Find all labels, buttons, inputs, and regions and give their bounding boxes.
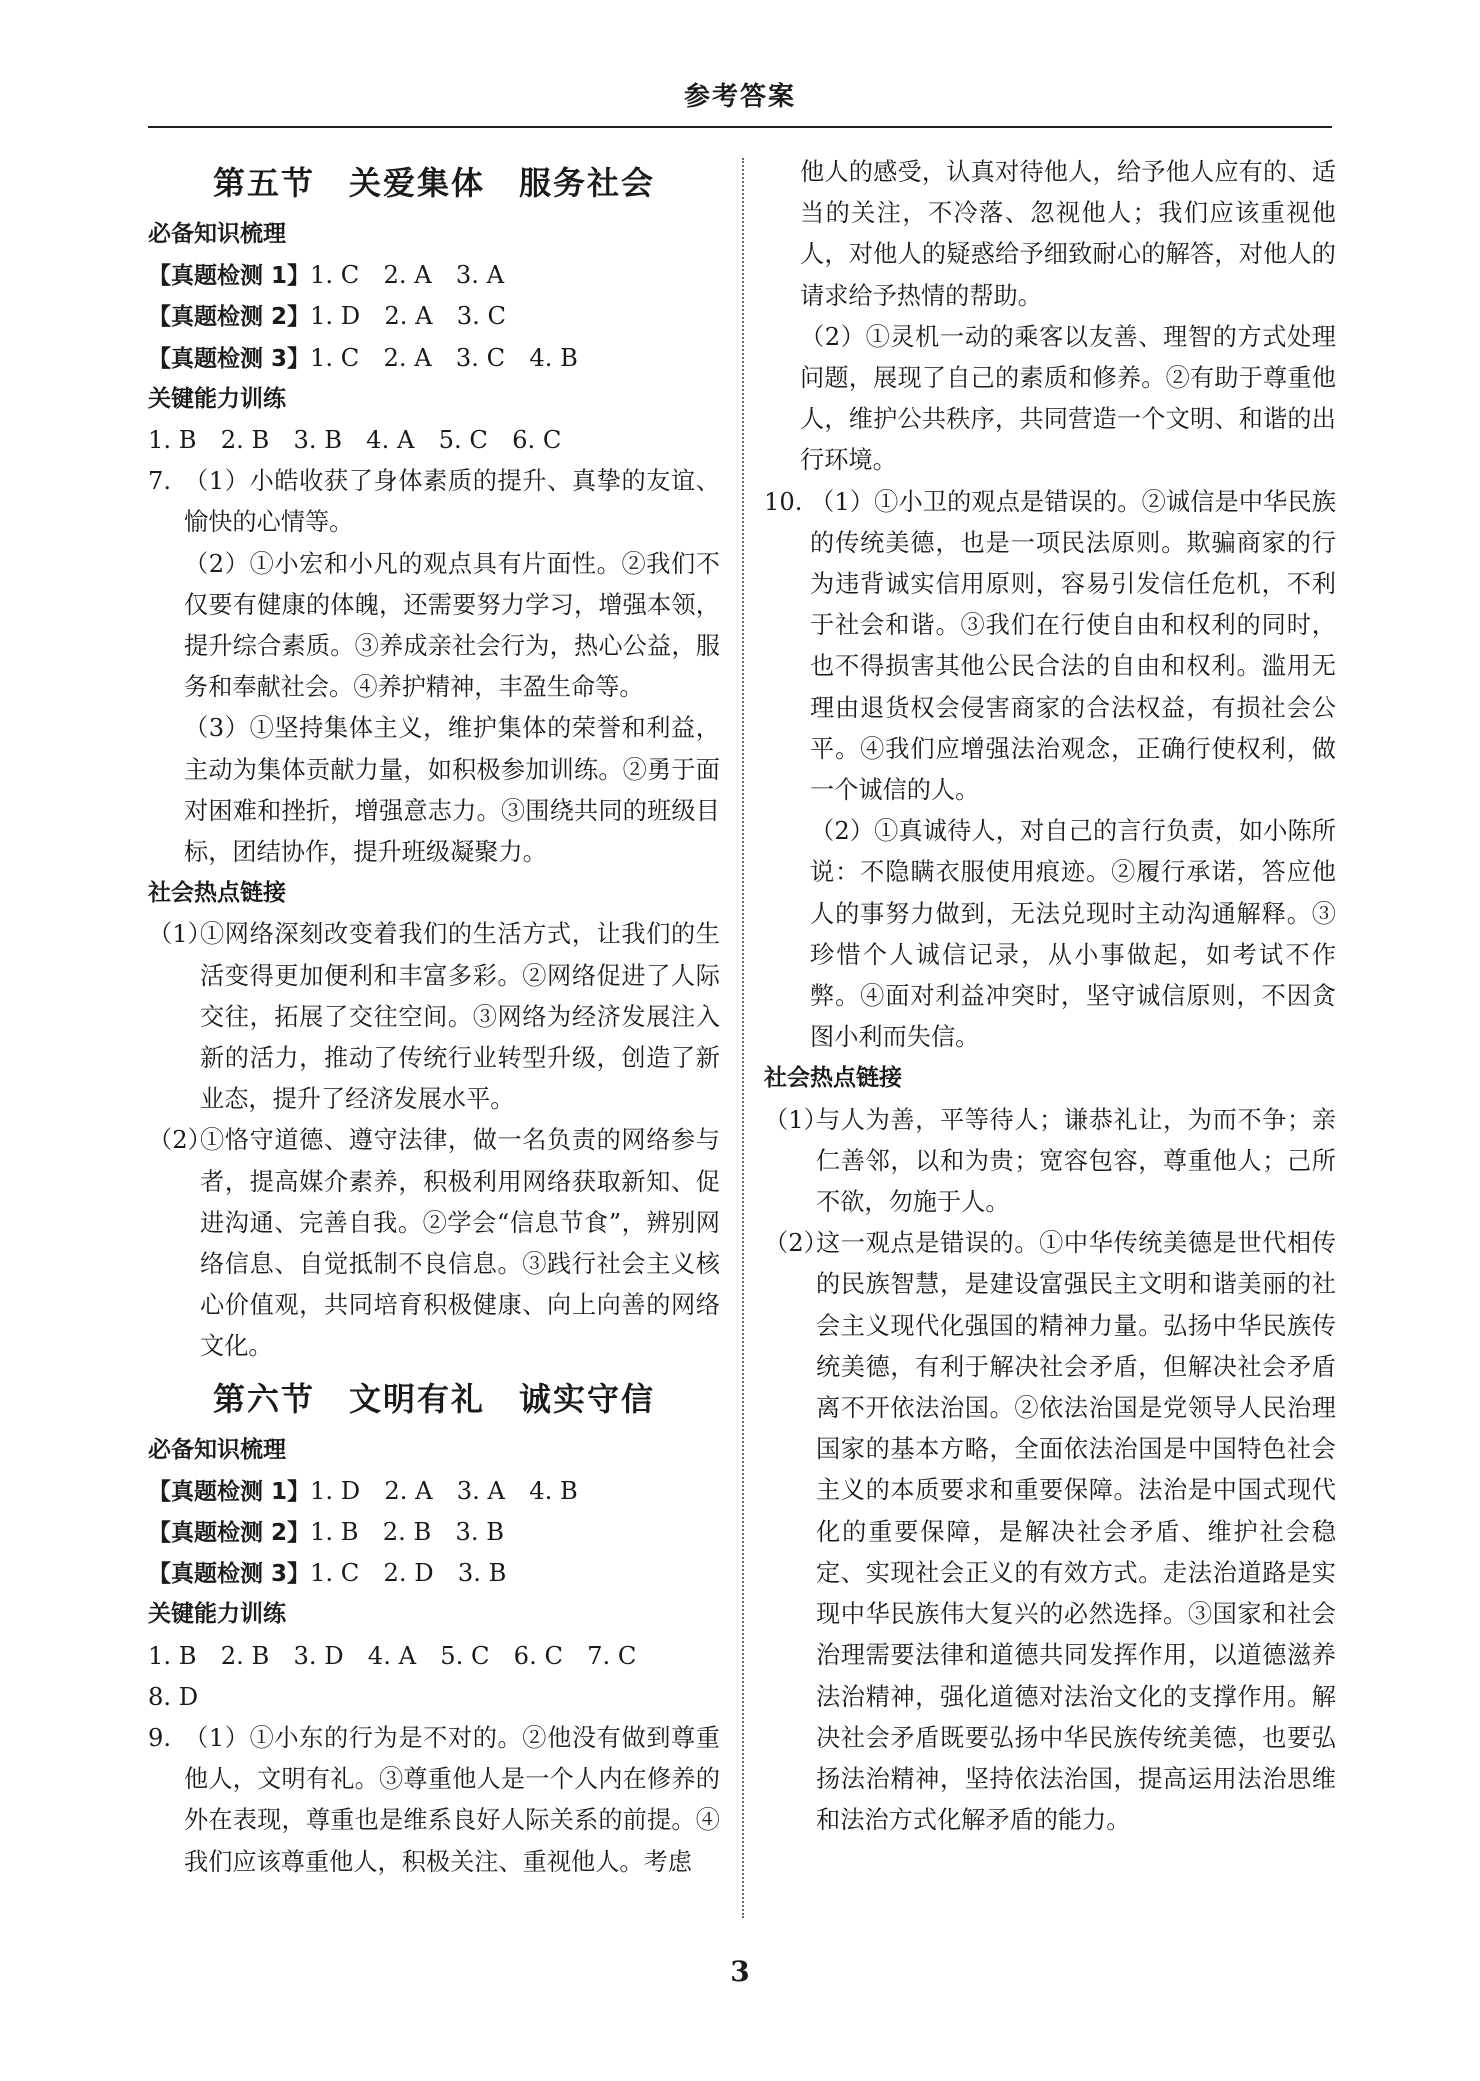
item-text: ①网络深刻改变着我们的生活方式，让我们的生活变得更加便利和丰富多彩。②网络促进了人际交往，拓展了交往空间。③网络为经济发展注入新的活力，推动了传统行业转型升级，创造了新业态，提升了经济发展水平。 (200, 920, 720, 1114)
section-6-knowledge-heading: 必备知识梳理 (148, 1436, 286, 1463)
question-7-part-2: （2）①小宏和小凡的观点具有片面性。②我们不仅要有健康的体魄，还需要努力学习，增强本领，提升综合素质。③养成亲社会行为，热心公益，服务和奉献社会。④养护精神，丰盈生命等。 (184, 549, 720, 702)
question-number: 9. (148, 1723, 172, 1752)
section-6-title: 第六节 文明有礼 诚实守信 (212, 1379, 655, 1418)
section-6-check-3 (148, 1553, 720, 1594)
section-6-hot-heading: 社会热点链接 (764, 1065, 902, 1092)
question-7 (148, 461, 720, 873)
column-divider (742, 158, 744, 1918)
section-5-title: 第五节 关爱集体 服务社会 (212, 164, 655, 202)
section-5-check-1 (148, 255, 720, 296)
question-9-part-2: （2）①灵机一动的乘客以友善、理智的方式处理问题，展现了自己的素质和修养。②有助于尊重他人，维护公共秩序，共同营造一个文明、和谐的出行环境。 (800, 322, 1336, 475)
section-6-check-1 (148, 1471, 720, 1512)
question-7-part-1: （1）小皓收获了身体素质的提升、真挚的友谊、愉快的心情等。 (184, 467, 720, 537)
header-title: 参考答案 (683, 82, 796, 112)
section-5-knowledge-heading: 必备知识梳理 (148, 221, 286, 247)
check-answers: 1. D 2. A 3. C (310, 302, 507, 331)
check-tag: 【真题检测 3】 (148, 1561, 311, 1588)
section-6-choice-answers-2: 8. D (148, 1682, 199, 1711)
section-5-choice-answers: 1. B 2. B 3. B 4. A 5. C 6. C (148, 425, 562, 454)
question-10-part-1: （1）①小卫的观点是错误的。②诚信是中华民族的传统美德，也是一项民法原则。欺骗商家的行为违背诚实信用原则，容易引发信任危机，不利于社会和谐。③我们在行使自由和权利的同时，也不得损害其他公民合法的自由和权利。滥用无理由退货权会侵害商家的合法权益，有损社会公平。④我们应增强法治观念，正确行使权利，做一个诚信的人。 (810, 487, 1336, 805)
check-answers: 1. C 2. A 3. C 4. B (310, 343, 578, 372)
question-9-part-1: （1）①小东的行为是不对的。②他没有做到尊重他人，文明有礼。③尊重他人是一个人内在修养的外在表现，尊重也是维系良好人际关系的前提。④我们应该尊重他人，积极关注、重视他人。考虑 (184, 1723, 720, 1876)
section-5-check-3 (148, 338, 720, 379)
question-number: 7. (148, 467, 172, 496)
question-9 (148, 1718, 720, 1883)
section-6-hot-item-2 (764, 1223, 1336, 1841)
item-text: ①恪守道德、遵守法律，做一名负责的网络参与者，提高媒介素养，积极利用网络获取新知、促进沟通、完善自我。②学会“信息节食”，辨别网络信息、自觉抵制不良信息。③践行社会主义核心价值观，共同培育积极健康、向上向善的网络文化。 (200, 1126, 720, 1361)
item-number: （2） (148, 1126, 212, 1155)
question-10 (764, 482, 1336, 1059)
check-tag: 【真题检测 1】 (148, 263, 311, 290)
section-5-hot-item-1 (148, 914, 720, 1120)
item-number: （2） (764, 1229, 828, 1258)
check-tag: 【真题检测 2】 (148, 304, 311, 331)
section-5-hot-heading: 社会热点链接 (148, 880, 286, 907)
page-number: 3 (730, 1955, 750, 1988)
question-10-part-2: （2）①真诚待人，对自己的言行负责，如小陈所说：不隐瞒衣服使用痕迹。②履行承诺，答应他人的事努力做到，无法兑现时主动沟通解释。③珍惜个人诚信记录，从小事做起，如考试不作弊。④面对利益冲突时，坚守诚信原则，不因贪图小利而失信。 (810, 817, 1336, 1052)
check-tag: 【真题检测 2】 (148, 1519, 311, 1546)
section-5-check-2 (148, 296, 720, 337)
check-answers: 1. C 2. A 3. A (310, 261, 505, 290)
section-5-ability-heading: 关键能力训练 (148, 385, 286, 412)
left-column (148, 152, 720, 1883)
item-text: 与人为善，平等待人；谦恭礼让，为而不争；亲仁善邻，以和为贵；宽容包容，尊重他人；己所不欲，勿施于人。 (816, 1105, 1336, 1217)
question-number: 10. (764, 487, 803, 516)
right-column (764, 152, 1336, 1841)
check-tag: 【真题检测 3】 (148, 345, 311, 372)
section-6-hot-item-1 (764, 1100, 1336, 1224)
section-6-ability-heading: 关键能力训练 (148, 1601, 286, 1628)
question-7-part-3: （3）①坚持集体主义，维护集体的荣誉和利益，主动为集体贡献力量，如积极参加训练。②勇于面对困难和挫折，增强意志力。③围绕共同的班级目标，团结协作，提升班级凝聚力。 (184, 714, 720, 866)
check-answers: 1. B 2. B 3. B (310, 1517, 505, 1546)
item-number: （1） (764, 1105, 828, 1134)
check-answers: 1. D 2. A 3. A 4. B (310, 1476, 578, 1505)
question-9-part-1-continued: 他人的感受，认真对待他人，给予他人应有的、适当的关注，不冷落、忽视他人；我们应该重视他人，对他人的疑惑给予细致耐心的解答，对他人的请求给予热情的帮助。 (800, 158, 1336, 310)
section-6-choice-answers-1: 1. B 2. B 3. D 4. A 5. C 6. C 7. C (148, 1641, 637, 1670)
item-text: 这一观点是错误的。①中华传统美德是世代相传的民族智慧，是建设富强民主文明和谐美丽的社会主义现代化强国的精神力量。弘扬中华民族传统美德，有利于解决社会矛盾，但解决社会矛盾离不开依法治国。②依法治国是党领导人民治理国家的基本方略，全面依法治国是中国特色社会主义的本质要求和重要保障。法治是中国式现代化的重要保障，是解决社会矛盾、维护社会稳定、实现社会正义的有效方式。走法治道路是实现中华民族伟大复兴的必然选择。③国家和社会治理需要法律和道德共同发挥作用，以道德滋养法治精神，强化道德对法治文化的支撑作用。解决社会矛盾既要弘扬中华民族传统美德，也要弘扬法治精神，坚持依法治国，提高运用法治思维和法治方式化解矛盾的能力。 (816, 1229, 1336, 1835)
section-5-hot-item-2 (148, 1120, 720, 1367)
page-header (148, 80, 1332, 128)
section-6-check-2 (148, 1512, 720, 1553)
item-number: （1） (148, 920, 212, 949)
check-tag: 【真题检测 1】 (148, 1478, 311, 1505)
check-answers: 1. C 2. D 3. B (310, 1559, 507, 1588)
